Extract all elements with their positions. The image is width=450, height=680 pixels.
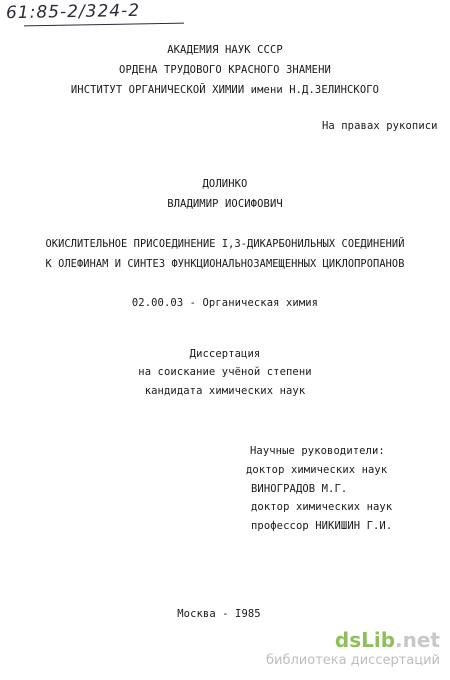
supervisor-2-degree: доктор химических наук — [251, 501, 393, 513]
author-name: ВЛАДИМИР ИОСИФОВИЧ — [167, 198, 283, 210]
supervisors-heading: Научные руководители: — [250, 445, 385, 457]
dslib-watermark-logo — [335, 628, 440, 652]
title-line-2: К ОЛЕФИНАМ И СИНТЕЗ ФУНКЦИОНАЛЬНОЗАМЕЩЕННЫХ ЦИКЛОПРОПАНОВ — [45, 258, 405, 270]
degree-line-3: кандидата химических наук — [144, 385, 306, 397]
degree-line-1: Диссертация — [189, 348, 261, 360]
supervisor-1-degree: доктор химических наук — [246, 464, 388, 476]
header-academy: АКАДЕМИЯ НАУК СССР — [167, 44, 283, 56]
supervisor-1-name: ВИНОГРАДОВ М.Г. — [251, 483, 348, 495]
watermark-logo-part1: dsLib — [334, 628, 396, 652]
header-institute: ИНСТИТУТ ОРГАНИЧЕСКОЙ ХИМИИ имени Н.Д.ЗЕЛИНСКОГО — [70, 84, 380, 96]
header-order: ОРДЕНА ТРУДОВОГО КРАСНОГО ЗНАМЕНИ — [119, 64, 331, 76]
rights-note: На правах рукописи — [322, 120, 438, 132]
degree-line-2: на соискание учёной степени — [138, 366, 312, 378]
title-line-1: ОКИСЛИТЕЛЬНОЕ ПРИСОЕДИНЕНИЕ I,3-ДИКАРБОНИЛЬНЫХ СОЕДИНЕНИЙ — [45, 238, 405, 250]
place-year: Москва - I985 — [177, 608, 261, 620]
supervisor-2-name: профессор НИКИШИН Г.И. — [251, 520, 393, 532]
archive-code-handwritten: 61:85-2/324-2 — [5, 0, 141, 24]
watermark-logo-part2: .net — [395, 628, 440, 652]
archive-code-underline — [24, 23, 184, 27]
specialty: 02.00.03 - Органическая химия — [131, 297, 319, 309]
author-surname: ДОЛИНКО — [202, 178, 248, 190]
dslib-watermark-subtitle: библиотека диссертаций — [266, 653, 440, 668]
